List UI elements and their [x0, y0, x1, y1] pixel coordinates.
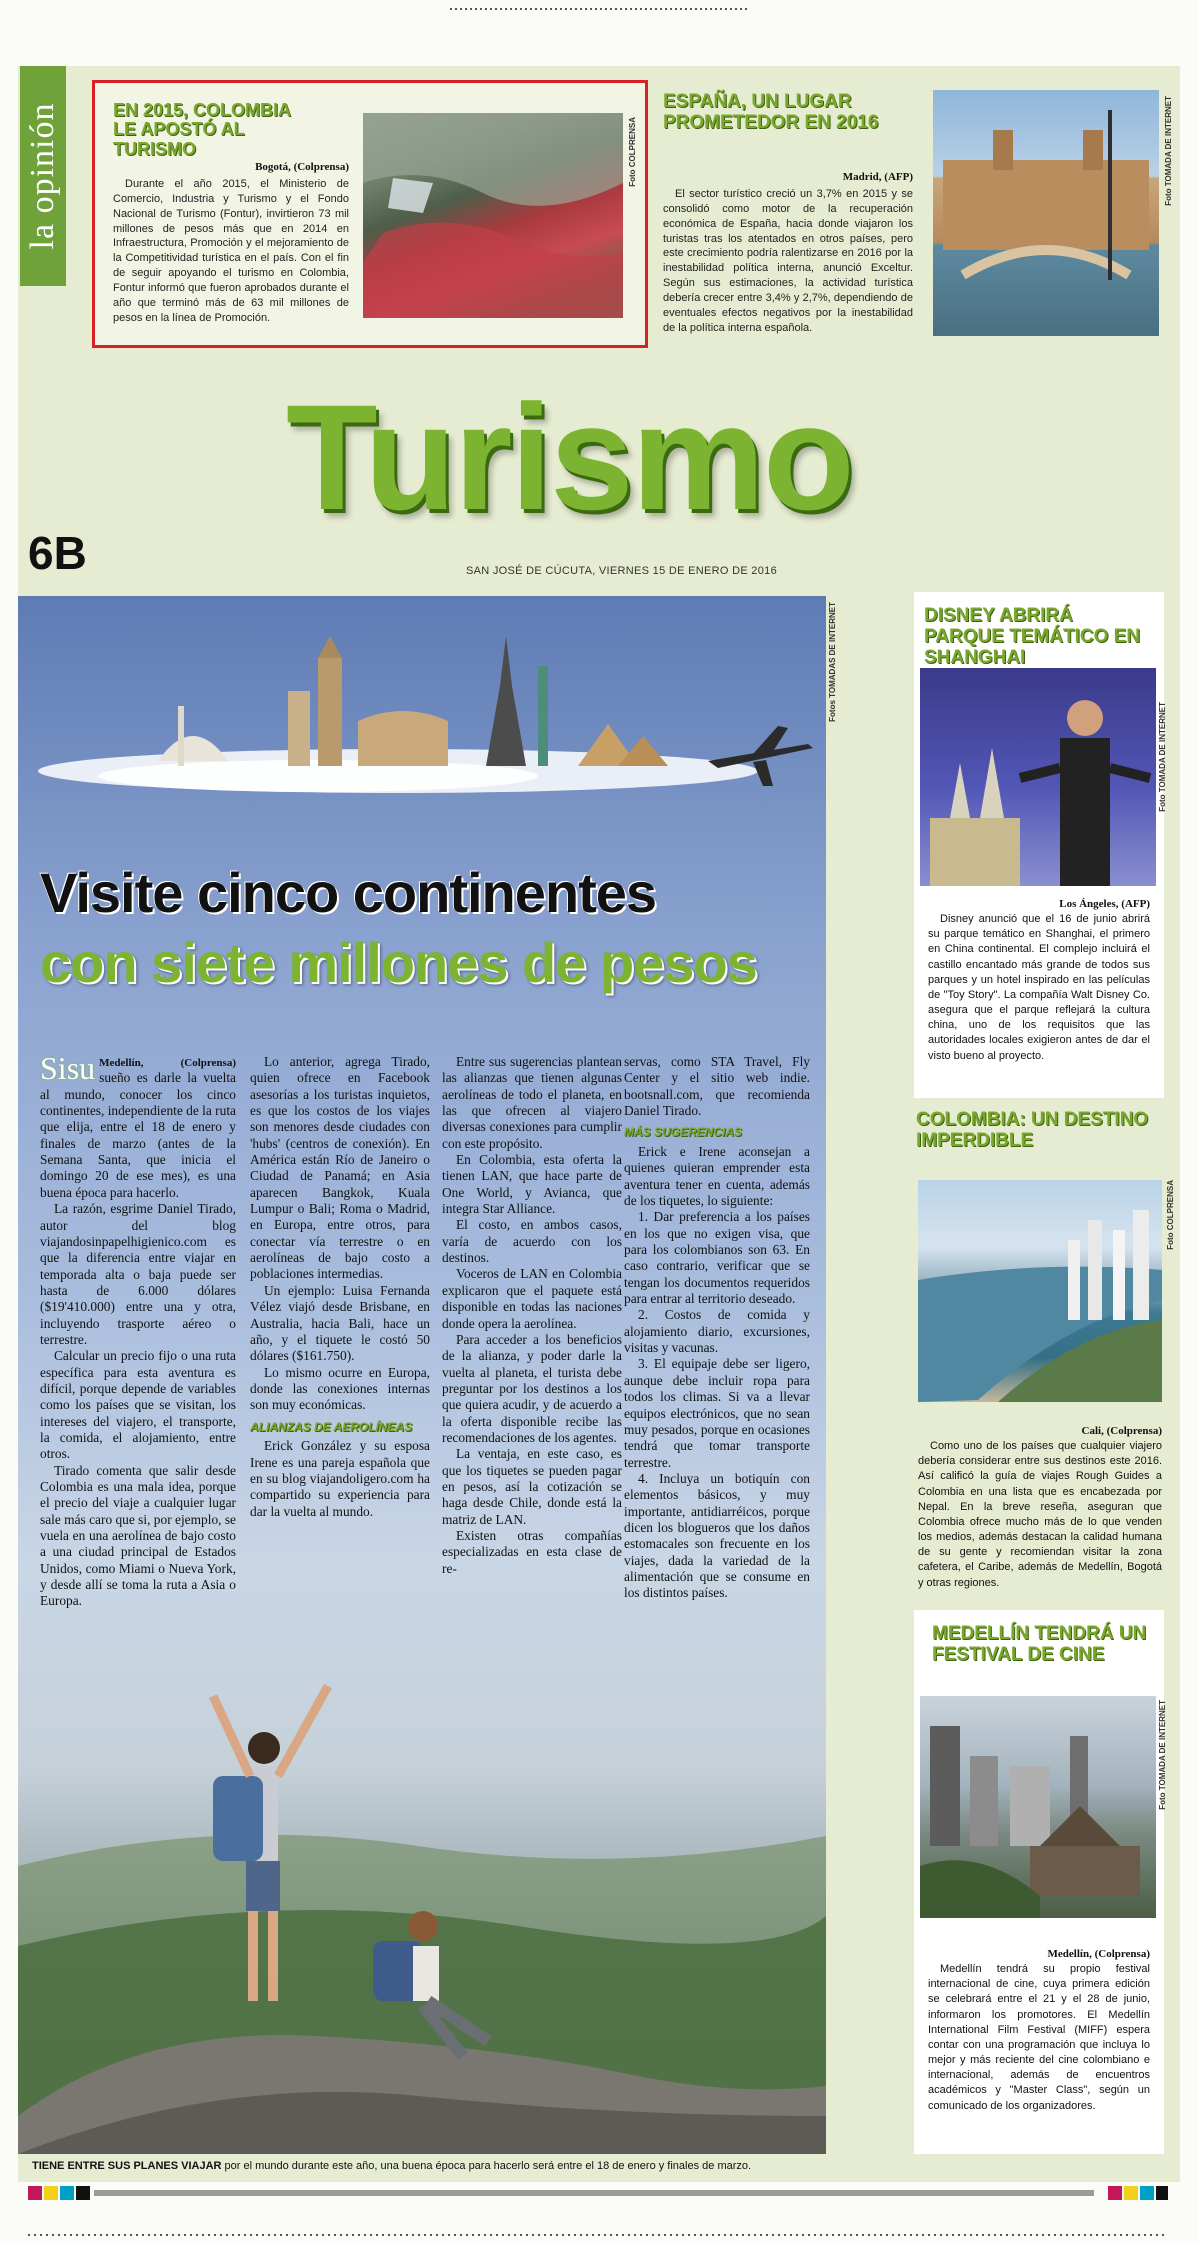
feature-col3-p6: La ventaja, en este caso, es que los tiquetes se pueden pagar en pesos, así la cotización se haga desde Chile, donde está la matriz de LAN. [442, 1446, 622, 1527]
feature-photo-credit: Fotos TOMADAS DE INTERNET [828, 602, 837, 722]
cano-cristales-photo [363, 113, 623, 318]
disney-shanghai-photo [920, 668, 1156, 886]
spain-photo-credit: Foto TOMADA DE INTERNET [1164, 96, 1173, 206]
section-tab [20, 66, 66, 286]
boxed-story [92, 80, 648, 348]
disney-story-title: DISNEY ABRIRÁ PARQUE TEMÁTICO EN SHANGHAI [924, 605, 1141, 668]
feature-headline-line1: Visite cinco continentes [40, 861, 657, 924]
feature-col3-p5: Para acceder a los beneficios de la alianza, y poder darle la vuelta al planeta, el turista debe preguntar por los destinos a los que quiera acudir, y de acuerdo a la oferta disponible recibe las recomendaciones de los agentes. [442, 1331, 622, 1445]
boxed-story-title: EN 2015, COLOMBIA LE APOSTÓ AL TURISMO [113, 100, 291, 159]
top-trim-line [450, 8, 750, 10]
masthead-date: SAN JOSÉ DE CÚCUTA, VIERNES 15 DE ENERO DE 2016 [466, 565, 777, 577]
disney-story-body [928, 912, 1150, 1064]
disney-photo-credit: Foto TOMADA DE INTERNET [1158, 702, 1167, 812]
plaza-espana-photo [933, 90, 1159, 336]
medellin-city-graphic [920, 1696, 1156, 1918]
feature-col3-p1: Entre sus sugerencias plantean las alianzas que tienen algunas aerolíneas de todo el planeta, en las que ofrecen al viajero diversas conexiones para cumplir con este propósito. [442, 1054, 622, 1151]
disney-story [914, 592, 1167, 1098]
medellin-story-title: MEDELLÍN TENDRÁ UN FESTIVAL DE CINE [932, 1623, 1147, 1665]
feature-col4-subhead: MÁS SUGERENCIAS [624, 1125, 743, 1140]
cartagena-graphic [918, 1180, 1162, 1402]
colombia-story-dateline: Cali, (Colprensa) [1081, 1425, 1162, 1437]
feature-col2-p3: Lo mismo ocurre en Europa, donde las conexiones internas son muy económicas. [250, 1364, 430, 1413]
world-landmarks-graphic [18, 596, 826, 826]
feature-col2-p1: Lo anterior, agrega Tirado, quien ofrece en Facebook asesorías a los turistas inquietos, es que los costos de los viajes son menores desde ciudades con 'hubs' (centros de conexión). En América están Río de Janeiro o Ciudad de Panamá; en Asia aparecen Bangkok, Kuala Lumpur o Bali; Roma o Madrid, en Europa, entre otros, para conectar vía terrestre o en aerolíneas de bajo costo a poblaciones intermedias. [250, 1054, 430, 1282]
feature-headline-line2: con siete millones de pesos [40, 931, 757, 994]
feature-col1-p1: sueño es darle la vuelta al mundo, conocer los cinco continentes, independiente de la ruta que elija, entre el 18 de enero y finales de marzo (antes de la Semana Santa, que inicia el domingo 20 de ese mes), es una buena época para hacerlo. [40, 1070, 236, 1200]
medellin-city-photo [920, 1696, 1156, 1918]
feature-col2-p4: Erick González y su esposa Irene es una pareja española que en su blog viajandoligero.com ha compartido su experiencia para dar la vuelta al mundo. [250, 1438, 430, 1519]
spain-story-title: ESPAÑA, UN LUGAR PROMETEDOR EN 2016 [663, 91, 879, 133]
print-registration-bar [28, 2186, 1168, 2200]
disney-shanghai-graphic [920, 668, 1156, 886]
feature-caption-bold: TIENE ENTRE SUS PLANES VIAJAR [32, 2160, 222, 2172]
boxed-story-dateline: Bogotá, (Colprensa) [255, 161, 349, 173]
feature-col4-p6: 4. Incluya un botiquín con elementos básicos, y muy importante, antidiarréicos, porque dicen los blogueros que los daños estomacales son frecuente en los viajes, dada la variedad de la alimentación que se consume en los distintos países. [624, 1470, 810, 1601]
feature-col1-p3: Calcular un precio fijo o una ruta específica para esta aventura es difícil, porque depende de variables como los países que se visitan, los intereses del viajero, el transporte, la comida, el alojamiento, entre otros. [40, 1348, 236, 1462]
spain-story-body: El sector turístico creció un 3,7% en 2015 y se consolidó como motor de la recuperación económica de España, hacia donde viajaron los turistas tras los atentados en otros países, pero este crecimiento podría ralentizarse en 2016 por la inestabilidad política interna, anunció Exceltur. Según sus estimaciones, la actividad turística debería crecer entre 3,4% y 2,7%, dependiendo de eventuales efectos negativos por la inestabilidad de la política interna española. [663, 188, 913, 334]
river-rocks-graphic [363, 113, 623, 318]
bottom-trim-line [28, 2234, 1168, 2236]
feature-photo-caption [32, 2160, 832, 2172]
feature-col3-p3: El costo, en ambos casos, varía de acuerdo con los destinos. [442, 1217, 622, 1266]
medellin-story-body [928, 1962, 1150, 2114]
feature-col3-p7: Existen otras compañías especializadas en esta clase de re- [442, 1527, 622, 1576]
medellin-story-body-text: Medellín tendrá su propio festival internacional de cine, cuya primera edición se celebrará entre el 21 y el 28 de junio, informaron los promotores. El Medellín International Film Festival (MIFF) espera contar con una programación que incluya lo mejor y más reciente del cine colombiano e internacional, además de encuentros académicos y "Master Class", según un comunicado de los organizadores. [928, 1963, 1150, 2112]
hikers-photo [18, 1646, 826, 2154]
disney-story-body-text: Disney anunció que el 16 de junio abrirá su parque temático en Shanghai, el primero en China continental. El complejo incluirá el castillo encantado más grande de todos sus parques y un hotel inspirado en las películas de "Toy Story". La compañía Walt Disney Co. asegura que el parque reflejará la cultura china, uno de los requisitos que las autoridades locales exigieron antes de dar el visto bueno al proyecto. [928, 913, 1150, 1062]
feature-col3-p4: Voceros de LAN en Colombia explicaron que el paquete está disponible en todas las naciones donde opera la aerolínea. [442, 1266, 622, 1331]
cartagena-photo [918, 1180, 1162, 1402]
section-tab-label: la opinión [24, 102, 61, 250]
feature-col4-p4: 2. Costos de comida y alojamiento diario, excursiones, visitas y vacunas. [624, 1307, 810, 1356]
boxed-story-body: Durante el año 2015, el Ministerio de Comercio, Industria y Turismo y el Fondo Nacional de Turismo (Fontur), invirtieron 73 mil millones de pesos más que en 2014 en Infraestructura, Promoción y el mejoramiento de la Competitividad turística en el país. Con el fin de seguir apoyando el turismo en Colombia, Fontur informó que fueron aprobados durante el año que terminó más de 63 mil millones de pesos en la línea de Promoción. [113, 178, 349, 324]
feature-column-3 [442, 1054, 622, 1577]
feature-col4-p3: 1. Dar preferencia a los países en los que no exigen visa, que para los colombianos son 63. En caso contrario, verificar que se tengan los documentos requeridos para entrar al territorio deseado. [624, 1209, 810, 1307]
masthead-title: Turismo [286, 373, 853, 541]
disney-story-dateline: Los Ángeles, (AFP) [1059, 898, 1150, 910]
spain-story-dateline: Madrid, (AFP) [842, 171, 913, 183]
feature-col1-p4: Tirado comenta que salir desde Colombia es una mala idea, porque el precio del viaje a cualquier lugar sale más caro que si, por ejemplo, se vuela en una aerolínea de bajo costo a una ciudad principal de Estados Unidos, como Miami o Nueva York, y desde allí se toma la ruta a Asia o Europa. [40, 1462, 236, 1609]
plaza-espana-graphic [933, 90, 1159, 336]
page-number: 6B [28, 527, 87, 579]
colombia-story-body [918, 1439, 1162, 1591]
medellin-photo-credit: Foto TOMADA DE INTERNET [1158, 1700, 1167, 1810]
medellin-story [914, 1610, 1167, 2154]
colombia-story-body-text: Como uno de los países que cualquier viajero debería considerar entre sus destinos este 2016. Así calificó la guía de viajes Rough Guides a Colombia en una lista que es encabezada por Nepal. En la breve reseña, aseguran que Colombia ofrece mucho más de lo que venden los medios, además destacan la calidad humana de su gente y recomiendan visitar la zona cafetera, el Caribe, además de Medellín, Bogotá y otras regiones. [918, 1440, 1162, 1589]
feature-col4-p2: Erick e Irene aconsejan a quienes quieran emprender esta aventura tener en cuenta, además de los tiquetes, lo siguiente: [624, 1144, 810, 1209]
feature-column-1 [40, 1050, 236, 1610]
colombia-photo-credit: Foto COLPRENSA [1166, 1180, 1175, 1250]
feature-col2-subhead: ALIANZAS DE AEROLÍNEAS [250, 1419, 413, 1434]
feature-col1-p2: La razón, esgrime Daniel Tirado, autor del blog viajandosinpapelhigienico.com es que la diferencia entre viajar en temporada alta o baja puede ser hasta de 6.000 dólares ($19'410.000) entre una y otra, incluyendo trasporte aéreo o terrestre. [40, 1201, 236, 1347]
feature-column-2 [250, 1054, 430, 1520]
colombia-story-title: COLOMBIA: UN DESTINO IMPERDIBLE [916, 1109, 1149, 1151]
feature-col4-p5: 3. El equipaje debe ser ligero, aunque debe incluir ropa para todos los climas. Si va a llevar equipos electrónicos, que no sean muy pesados, porque en ocasiones tendrá que tomar transporte terrestre. [624, 1356, 810, 1470]
feature-column-4 [624, 1054, 810, 1602]
feature-caption-text: por el mundo durante este año, una buena época para hacerlo será entre el 18 de enero y finales de marzo. [224, 2160, 752, 2172]
feature-dropcap: Sisu [40, 1050, 96, 1086]
medellin-story-dateline: Medellín, (Colprensa) [1047, 1948, 1150, 1960]
feature-col4-p1: servas, como STA Travel, Fly Center y el sitio web indie. bootsnall.com, que recomienda Daniel Tirado. [624, 1054, 810, 1119]
feature-dateline: Medellín, (Colprensa) [99, 1057, 236, 1069]
feature-col2-p2: Un ejemplo: Luisa Fernanda Vélez viajó desde Brisbane, en Australia, hacia Bali, hace un año, y el tiquete le costó 50 dólares ($161.750). [250, 1282, 430, 1364]
feature-story [18, 596, 837, 2154]
boxed-story-photo-credit: Foto COLPRENSA [628, 117, 637, 187]
feature-col3-p2: En Colombia, esta oferta la tienen LAN, que hace parte de One World, y Avianca, que integra Star Alliance. [442, 1152, 622, 1217]
